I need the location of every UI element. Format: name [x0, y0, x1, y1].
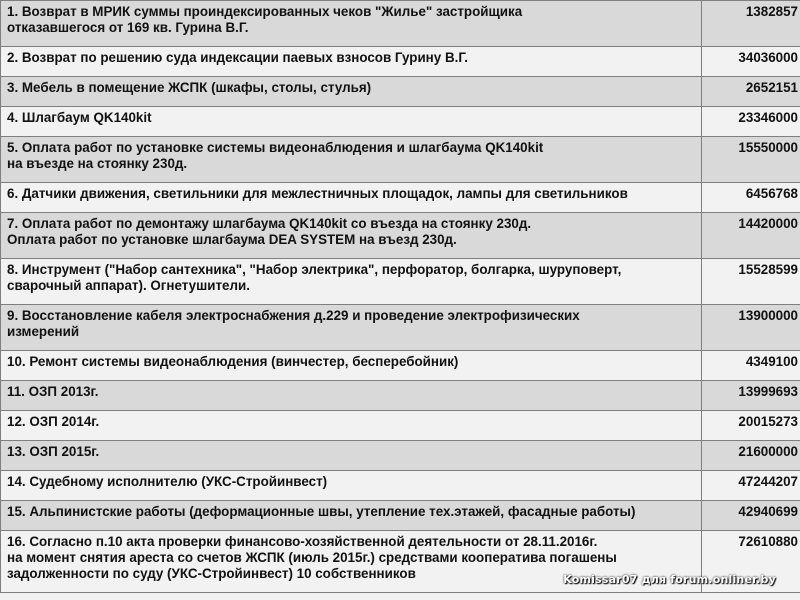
table-row	[1, 381, 800, 411]
table-row	[1, 137, 800, 183]
expense-description: 8. Инструмент ("Набор сантехника", "Набор электрика", перфоратор, болгарка, шуруповерт, сварочный аппарат). Огнетушители.	[1, 259, 702, 305]
table-row	[1, 259, 800, 305]
table-row	[1, 471, 800, 501]
table-row	[1, 501, 800, 531]
table-row	[1, 411, 800, 441]
expense-amount: 23346000	[702, 107, 800, 137]
expense-amount: 2652151	[702, 77, 800, 107]
expense-amount: 15550000	[702, 137, 800, 183]
expense-amount: 42940699	[702, 501, 800, 531]
expense-amount: 1382857	[702, 1, 800, 47]
expense-description: 11. ОЗП 2013г.	[1, 381, 702, 411]
expense-amount: 14420000	[702, 213, 800, 259]
table-row	[1, 1, 800, 47]
expense-description: 14. Судебному исполнителю (УКС-Стройинвест)	[1, 471, 702, 501]
table-row	[1, 77, 800, 107]
expense-amount: 34036000	[702, 47, 800, 77]
expense-amount: 6456768	[702, 183, 800, 213]
expense-description: 15. Альпинистские работы (деформационные швы, утепление тех.этажей, фасадные работы)	[1, 501, 702, 531]
expense-amount: 72610880	[702, 531, 800, 593]
table-row	[1, 305, 800, 351]
expense-amount: 13900000	[702, 305, 800, 351]
expense-description: 12. ОЗП 2014г.	[1, 411, 702, 441]
expense-description: 13. ОЗП 2015г.	[1, 441, 702, 471]
expense-description: 7. Оплата работ по демонтажу шлагбаума QK140kit со въезда на стоянку 230д. Оплата работ по установке шлагбаума DEA SYSTEM на въезд 230д.	[1, 213, 702, 259]
expense-description: 6. Датчики движения, светильники для межлестничных площадок, лампы для светильников	[1, 183, 702, 213]
expense-amount: 15528599	[702, 259, 800, 305]
expense-amount: 21600000	[702, 441, 800, 471]
table-row	[1, 213, 800, 259]
table-row	[1, 183, 800, 213]
expense-amount: 47244207	[702, 471, 800, 501]
expense-description: 3. Мебель в помещение ЖСПК (шкафы, столы, стулья)	[1, 77, 702, 107]
expense-description: 4. Шлагбаум QK140kit	[1, 107, 702, 137]
table-row	[1, 351, 800, 381]
expense-description: 10. Ремонт системы видеонаблюдения (винчестер, бесперебойник)	[1, 351, 702, 381]
expense-description: 9. Восстановление кабеля электроснабжения д.229 и проведение электрофизических измерений	[1, 305, 702, 351]
expense-description: 2. Возврат по решению суда индексации паевых взносов Гурину В.Г.	[1, 47, 702, 77]
watermark: Komissar07 для forum.onliner.by	[563, 573, 776, 586]
expenses-table-body	[1, 1, 800, 593]
expense-description: 1. Возврат в МРИК суммы проиндексированных чеков "Жилье" застройщика отказавшегося от 169 кв. Гурина В.Г.	[1, 1, 702, 47]
expense-amount: 4349100	[702, 351, 800, 381]
table-row	[1, 441, 800, 471]
expense-description: 16. Согласно п.10 акта проверки финансово-хозяйственной деятельности от 28.11.2016г. на момент снятия ареста со счетов ЖСПК (июль 2015г.) средствами кооператива погашены задолженности по суду (УКС-Стройинвест) 10 собственников	[1, 531, 702, 593]
expense-amount: 13999693	[702, 381, 800, 411]
expense-description: 5. Оплата работ по установке системы видеонаблюдения и шлагбаума QK140kit на въезде на стоянку 230д.	[1, 137, 702, 183]
expense-amount: 20015273	[702, 411, 800, 441]
table-row	[1, 47, 800, 77]
table-row	[1, 107, 800, 137]
